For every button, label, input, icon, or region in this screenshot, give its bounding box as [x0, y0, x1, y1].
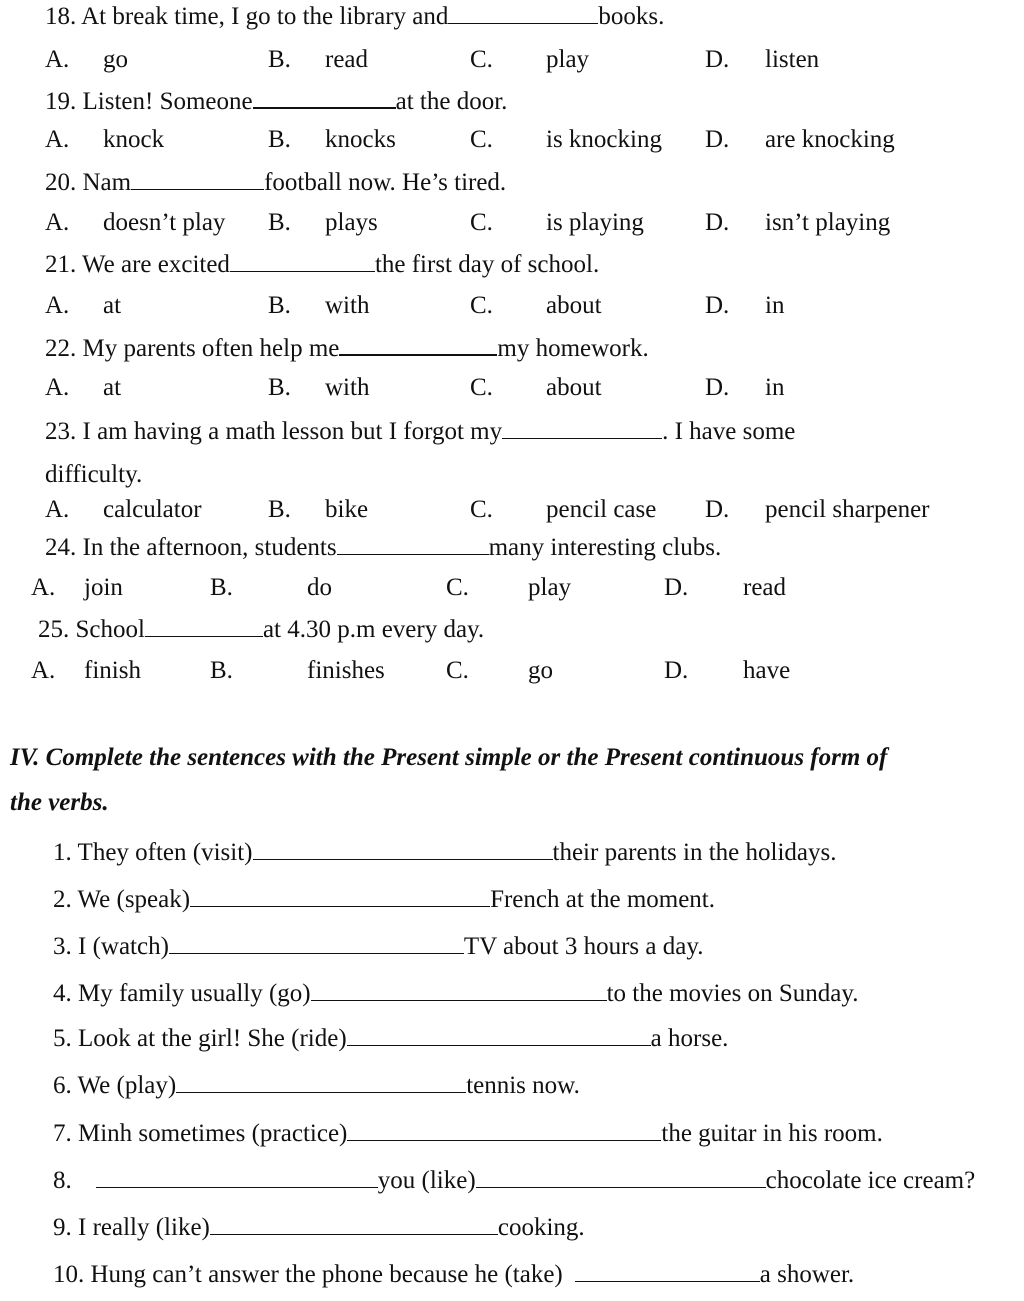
option-d[interactable]: pencil sharpener — [765, 496, 930, 523]
item-text: 10. Hung can’t answer the phone because he (take) — [53, 1261, 563, 1288]
item-text: TV about 3 hours a day. — [463, 933, 704, 960]
option-a[interactable]: finish — [84, 657, 141, 684]
option-letter: C. — [470, 374, 493, 401]
exercise-item-5 — [53, 1023, 728, 1054]
answer-blank[interactable] — [347, 1023, 651, 1046]
item-text: a shower. — [759, 1261, 855, 1288]
answer-blank[interactable] — [145, 614, 263, 637]
question-23-continuation: difficulty. — [45, 461, 143, 488]
option-letter: A. — [45, 374, 70, 401]
option-letter: B. — [268, 209, 291, 236]
item-text: 1. They often (visit) — [53, 839, 253, 866]
option-letter: B. — [210, 574, 233, 601]
option-letter: B. — [210, 657, 233, 684]
option-letter: A. — [45, 496, 70, 523]
option-b[interactable]: with — [325, 374, 370, 401]
option-letter: C. — [470, 496, 493, 523]
item-text: the guitar in his room. — [661, 1120, 883, 1147]
option-letter: D. — [705, 46, 730, 73]
question-19 — [45, 85, 507, 117]
exercise-item-3 — [53, 931, 703, 962]
option-a[interactable]: doesn’t play — [103, 209, 226, 236]
exercise-item-1 — [53, 837, 836, 868]
question-20 — [45, 167, 506, 198]
option-d[interactable]: are knocking — [765, 126, 895, 153]
exercise-item-6 — [53, 1070, 580, 1101]
answer-blank[interactable] — [253, 837, 553, 860]
question-text: 23. I am having a math lesson but I forgot my — [45, 418, 503, 445]
question-text: many interesting clubs. — [488, 534, 722, 561]
option-a[interactable]: at — [103, 292, 122, 319]
answer-blank[interactable] — [96, 1165, 378, 1188]
option-b[interactable]: do — [307, 574, 332, 601]
option-letter: D. — [705, 496, 730, 523]
answer-blank[interactable] — [502, 416, 662, 439]
answer-blank[interactable] — [311, 978, 607, 1001]
option-c[interactable]: pencil case — [546, 496, 657, 523]
option-letter: A. — [45, 126, 70, 153]
option-letter: D. — [705, 292, 730, 319]
question-24 — [45, 532, 721, 563]
option-letter: A. — [31, 574, 56, 601]
question-23 — [45, 416, 795, 447]
option-c[interactable]: is playing — [546, 209, 644, 236]
answer-blank[interactable] — [476, 1165, 766, 1188]
item-text: 7. Minh sometimes (practice) — [53, 1120, 348, 1147]
option-c[interactable]: about — [546, 374, 602, 401]
option-c[interactable]: about — [546, 292, 602, 319]
answer-blank[interactable] — [131, 167, 264, 190]
question-text: at the door. — [395, 88, 508, 115]
item-text: cooking. — [497, 1214, 585, 1241]
question-text: 25. School — [38, 616, 145, 643]
item-text: 6. We (play) — [53, 1072, 177, 1099]
option-a[interactable]: join — [84, 574, 123, 601]
option-letter: A. — [31, 657, 56, 684]
option-a[interactable]: knock — [103, 126, 165, 153]
item-text: chocolate ice cream? — [765, 1167, 976, 1194]
option-d[interactable]: in — [765, 292, 785, 319]
question-text: 24. In the afternoon, students — [45, 534, 337, 561]
option-letter: B. — [268, 496, 291, 523]
section-heading: IV. Complete the sentences with the Present simple or the Present continuous form of — [10, 744, 888, 771]
option-letter: C. — [470, 126, 493, 153]
option-letter: A. — [45, 46, 70, 73]
option-b[interactable]: finishes — [307, 657, 385, 684]
option-b[interactable]: knocks — [325, 126, 396, 153]
option-c[interactable]: is knocking — [546, 126, 662, 153]
question-18 — [45, 1, 664, 32]
exercise-item-4 — [53, 978, 858, 1009]
question-text: at 4.30 p.m every day. — [262, 616, 485, 643]
answer-blank[interactable] — [169, 931, 464, 954]
option-b[interactable]: bike — [325, 496, 369, 523]
item-text: 8. — [53, 1167, 72, 1194]
answer-blank[interactable] — [190, 884, 490, 907]
option-d[interactable]: in — [765, 374, 785, 401]
question-21 — [45, 249, 599, 280]
option-letter: C. — [446, 574, 469, 601]
exercise-item-7 — [53, 1118, 883, 1149]
option-d[interactable]: isn’t playing — [765, 209, 891, 236]
option-c[interactable]: play — [546, 46, 590, 73]
question-text: my homework. — [497, 335, 649, 362]
question-25 — [38, 614, 484, 645]
question-text: 19. Listen! Someone — [45, 88, 253, 115]
item-text: 5. Look at the girl! She (ride) — [53, 1025, 347, 1052]
option-d[interactable]: have — [743, 657, 791, 684]
option-d[interactable]: listen — [765, 46, 820, 73]
exercise-item-8 — [53, 1165, 975, 1196]
item-text: tennis now. — [466, 1072, 580, 1099]
answer-blank[interactable] — [253, 85, 396, 109]
answer-blank[interactable] — [575, 1259, 760, 1282]
item-text: you (like) — [377, 1167, 476, 1194]
item-text: a horse. — [650, 1025, 729, 1052]
option-b[interactable]: plays — [325, 209, 378, 236]
option-b[interactable]: with — [325, 292, 370, 319]
option-letter: C. — [470, 292, 493, 319]
section-heading-continuation: the verbs. — [10, 789, 109, 816]
option-letter: B. — [268, 46, 291, 73]
question-text: 18. At break time, I go to the library and — [45, 3, 449, 30]
option-d[interactable]: read — [743, 574, 787, 601]
question-text: books. — [598, 3, 665, 30]
option-letter: B. — [268, 292, 291, 319]
option-letter: B. — [268, 126, 291, 153]
item-text: 3. I (watch) — [53, 933, 169, 960]
item-text: to the movies on Sunday. — [606, 980, 859, 1007]
exercise-item-10 — [53, 1259, 854, 1290]
answer-blank[interactable] — [339, 332, 497, 356]
answer-blank[interactable] — [347, 1118, 661, 1141]
option-letter: C. — [446, 657, 469, 684]
question-text: 21. We are excited — [45, 251, 230, 278]
option-letter: D. — [664, 574, 689, 601]
answer-blank[interactable] — [337, 532, 489, 555]
option-b[interactable]: read — [325, 46, 369, 73]
exercise-item-9 — [53, 1212, 585, 1243]
answer-blank[interactable] — [230, 249, 375, 272]
question-text: 22. My parents often help me — [45, 335, 340, 362]
item-text: 9. I really (like) — [53, 1214, 210, 1241]
item-text: their parents in the holidays. — [552, 839, 837, 866]
item-text: 4. My family usually (go) — [53, 980, 311, 1007]
answer-blank[interactable] — [448, 1, 598, 24]
option-letter: D. — [705, 209, 730, 236]
option-letter: D. — [705, 374, 730, 401]
option-letter: A. — [45, 209, 70, 236]
question-22 — [45, 332, 649, 364]
question-text: the first day of school. — [374, 251, 600, 278]
option-letter: A. — [45, 292, 70, 319]
option-letter: B. — [268, 374, 291, 401]
answer-blank[interactable] — [210, 1212, 498, 1235]
option-a[interactable]: calculator — [103, 496, 202, 523]
option-c[interactable]: go — [528, 657, 553, 684]
question-text: football now. He’s tired. — [264, 169, 507, 196]
answer-blank[interactable] — [176, 1070, 466, 1093]
question-text: . I have some — [662, 418, 796, 445]
item-text: 2. We (speak) — [53, 886, 191, 913]
question-text: 20. Nam — [45, 169, 132, 196]
option-c[interactable]: play — [528, 574, 572, 601]
option-a[interactable]: go — [103, 46, 128, 73]
exercise-item-2 — [53, 884, 715, 915]
option-a[interactable]: at — [103, 374, 122, 401]
option-letter: C. — [470, 46, 493, 73]
option-letter: D. — [664, 657, 689, 684]
option-letter: D. — [705, 126, 730, 153]
item-text: French at the moment. — [490, 886, 716, 913]
option-letter: C. — [470, 209, 493, 236]
